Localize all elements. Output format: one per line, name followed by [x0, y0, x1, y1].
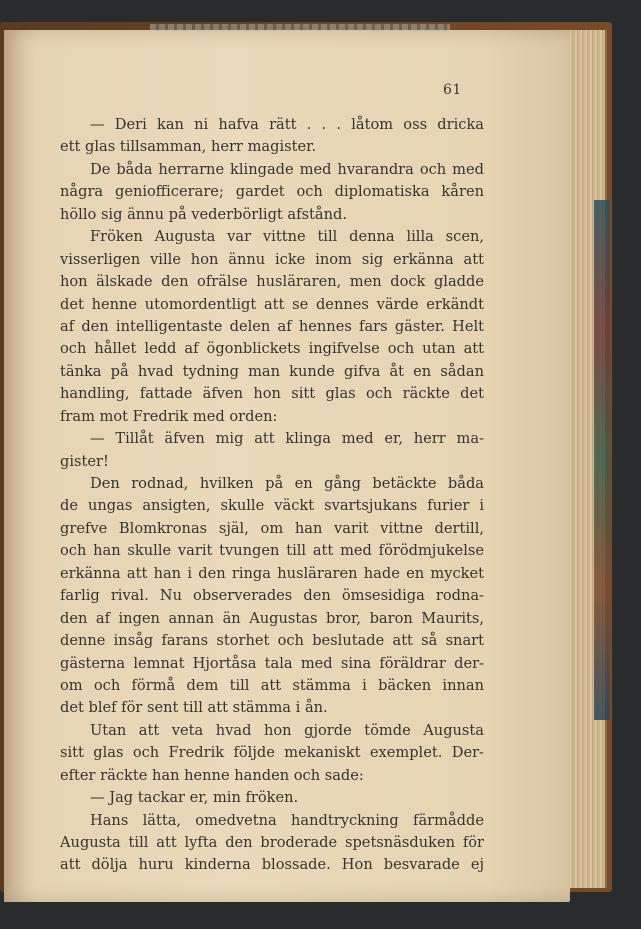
page-number: 61: [443, 82, 462, 98]
text-line: hon älskade den ofrälse husläraren, men dock gladde: [60, 273, 484, 291]
text-line: Utan att veta hvad hon gjorde tömde Augusta: [90, 721, 484, 739]
text-line: erkänna att han i den ringa husläraren hade en mycket: [60, 564, 484, 582]
text-line: gister!: [60, 452, 109, 470]
text-line: efter räckte han henne handen och sade:: [60, 766, 364, 784]
text-line: och hållet ledd af ögonblickets ingifvelse och utan att: [60, 340, 484, 358]
text-line: De båda herrarne klingade med hvarandra och med: [90, 160, 484, 178]
text-line: — Tillåt äfven mig att klinga med er, herr ma-: [90, 430, 484, 448]
text-line: Hans lätta, omedvetna handtryckning färmådde: [90, 811, 484, 829]
text-line: af den intelligentaste delen af hennes fars gäster. Helt: [60, 317, 484, 335]
text-line: den af ingen annan än Augustas bror, baron Maurits,: [60, 609, 484, 627]
text-line: grefve Blomkronas själ, om han varit vittne dertill,: [60, 519, 484, 537]
marbled-edge: [594, 200, 610, 720]
text-line: tänka på hvad tydning man kunde gifva åt en sådan: [60, 362, 484, 380]
text-line: de ungas ansigten, skulle väckt svartsjukans furier i: [60, 497, 484, 515]
text-line: höllo sig ännu på vederbörligt afstånd.: [60, 205, 347, 223]
text-line: att dölja huru kinderna blossade. Hon besvarade ej: [60, 856, 484, 874]
text-line: om och förmå dem till att stämma i bäcken innan: [60, 676, 484, 694]
text-line: det henne utomordentligt att se dennes värde erkändt: [60, 295, 484, 313]
text-line: handling, fattade äfven hon sitt glas och räckte det: [60, 385, 484, 403]
text-line: några geniofficerare; gardet och diplomatiska kåren: [60, 183, 484, 201]
text-line: gästerna lemnat Hjortåsa tala med sina föräldrar der-: [60, 654, 484, 672]
text-line: och han skulle varit tvungen till att med förödmjukelse: [60, 542, 484, 560]
text-line: visserligen ville hon ännu icke inom sig erkänna att: [60, 250, 484, 268]
text-line: — Deri kan ni hafva rätt . . . låtom oss dricka: [90, 116, 484, 133]
text-line: det blef för sent till att stämma i ån.: [60, 699, 328, 717]
text-line: farlig rival. Nu observerades den ömsesidiga rodna-: [60, 587, 484, 605]
text-line: ett glas tillsamman, herr magister.: [60, 138, 317, 156]
text-line: Den rodnad, hvilken på en gång betäckte båda: [90, 475, 484, 492]
text-line: sitt glas och Fredrik följde mekaniskt exemplet. Der-: [60, 744, 484, 762]
text-line: — Jag tackar er, min fröken.: [90, 789, 299, 807]
page-text: [60, 114, 484, 877]
text-line: denne insåg farans storhet och beslutade att så snart: [60, 632, 484, 650]
text-line: Fröken Augusta var vittne till denna lilla scen,: [90, 228, 484, 246]
text-line: fram mot Fredrik med orden:: [60, 407, 278, 425]
text-line: Augusta till att lyfta den broderade spetsnäsduken för: [60, 834, 484, 851]
